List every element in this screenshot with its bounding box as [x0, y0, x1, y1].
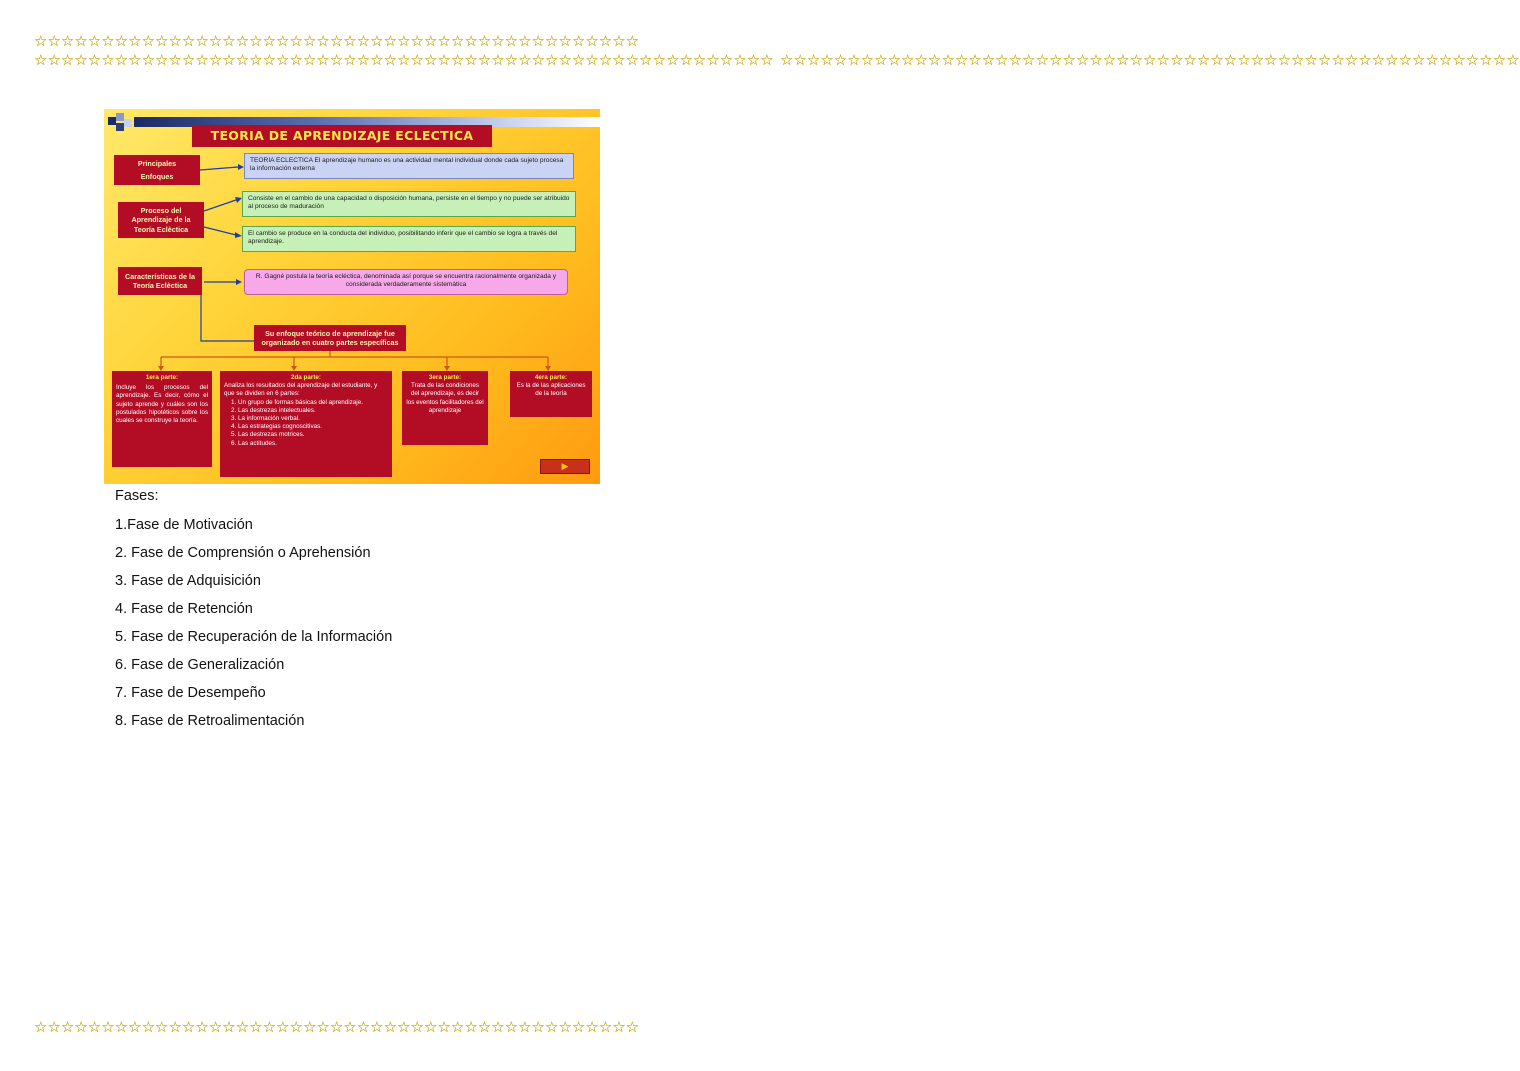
principales-enfoques-box — [114, 155, 200, 185]
fases-heading: Fases: — [115, 488, 159, 504]
slide-title: TEORIA DE APRENDIZAJE ECLECTICA — [192, 125, 492, 147]
star-border-top: ☆☆☆☆☆☆☆☆☆☆☆☆☆☆☆☆☆☆☆☆☆☆☆☆☆☆☆☆☆☆☆☆☆☆☆☆☆☆☆☆☆☆☆☆☆ — [34, 32, 640, 50]
fase-item: 1.Fase de Motivación — [115, 517, 253, 533]
parte3-box — [402, 371, 488, 445]
star-border-left: ☆☆☆☆☆☆☆☆☆☆☆☆☆☆☆☆☆☆☆☆☆☆☆☆☆☆☆☆☆☆☆☆☆☆☆☆☆☆☆☆☆☆☆☆☆☆☆☆☆☆☆☆☆☆☆ — [34, 51, 774, 69]
parte4-box — [510, 371, 592, 417]
fase-item: 2. Fase de Comprensión o Aprehensión — [115, 545, 371, 561]
list-item: 5. Las destrezas motrices. — [238, 431, 388, 439]
parte2-box — [220, 371, 392, 477]
principales-label: Principales — [137, 158, 177, 168]
fase-item: 5. Fase de Recuperación de la Información — [115, 629, 393, 645]
fase-item: 4. Fase de Retención — [115, 601, 253, 617]
list-item: 6. Las actitudes. — [238, 440, 388, 448]
list-item: 2. Las destrezas intelectuales. — [238, 407, 388, 415]
gagne-box: R. Gagné postula la teoría ecléctica, denominada así porque se encuentra racionalmente organizada y considerada verdaderamente sistemática — [244, 269, 568, 295]
caracteristicas-box: Características de la Teoría Eclèctica — [118, 267, 202, 295]
parte3-text: Trata de las condiciones del aprendizaje, es decir los eventos facilitadores del aprendizaje — [406, 382, 484, 414]
fase-item: 6. Fase de Generalización — [115, 657, 285, 673]
star-border-bottom: ☆☆☆☆☆☆☆☆☆☆☆☆☆☆☆☆☆☆☆☆☆☆☆☆☆☆☆☆☆☆☆☆☆☆☆☆☆☆☆☆☆☆☆☆☆ — [34, 1018, 640, 1036]
enfoques-label: Enfoques — [140, 172, 174, 181]
list-item: 4. Las estrategias cognoscitivas. — [238, 423, 388, 431]
concept-map-slide — [104, 109, 600, 484]
parte1-title: 1era parte: — [145, 374, 179, 381]
fase-item: 8. Fase de Retroalimentación — [115, 713, 305, 729]
consiste-box: Consiste en el cambio de una capacidad o disposición humana, persiste en el tiempo y no puede ser atribuido al proceso de maduración — [242, 191, 576, 217]
fase-item: 3. Fase de Adquisición — [115, 573, 261, 589]
enfoque-teorico-box: Su enfoque teórico de aprendizaje fue organizado en cuatro partes específicas — [254, 325, 406, 351]
next-slide-button: ▶ — [540, 459, 590, 474]
list-item: 1. Un grupo de formas básicas del aprendizaje. — [238, 399, 388, 407]
parte4-title: 4era parte: — [534, 374, 568, 381]
parte2-text: Analiza los resultados del aprendizaje del estudiante, y que se dividen en 6 partes: — [224, 382, 378, 398]
fase-item: 7. Fase de Desempeño — [115, 685, 266, 701]
list-item: 3. La información verbal. — [238, 415, 388, 423]
cambio-box: El cambio se produce en la conducta del individuo, posibilitando inferir que el cambio se logra a través del aprendizaje. — [242, 226, 576, 252]
parte2-list — [224, 399, 388, 448]
parte1-box — [112, 371, 212, 467]
proceso-aprendizaje-box: Proceso del Aprendizaje de la Teoría Eclèctica — [118, 202, 204, 238]
teoria-eclectica-box: TEORIA ECLECTICA El aprendizaje humano es una actividad mental individual donde cada sujeto procesa la información externa — [244, 153, 574, 179]
parte3-title: 3era parte: — [428, 374, 462, 381]
parte1-text: Incluye los procesos del aprendizaje. Es decir, cómo el sujeto aprende y cuáles son los postulados hipotéticos sobre los cuales se construye la teoría. — [116, 384, 208, 425]
parte4-text: Es la de las aplicaciones de la teoría — [516, 382, 586, 398]
parte2-title: 2da parte: — [290, 374, 322, 381]
star-border-right: ☆☆☆☆☆☆☆☆☆☆☆☆☆☆☆☆☆☆☆☆☆☆☆☆☆☆☆☆☆☆☆☆☆☆☆☆☆☆☆☆☆☆☆☆☆☆☆☆☆☆☆☆☆☆☆ — [780, 51, 1520, 69]
